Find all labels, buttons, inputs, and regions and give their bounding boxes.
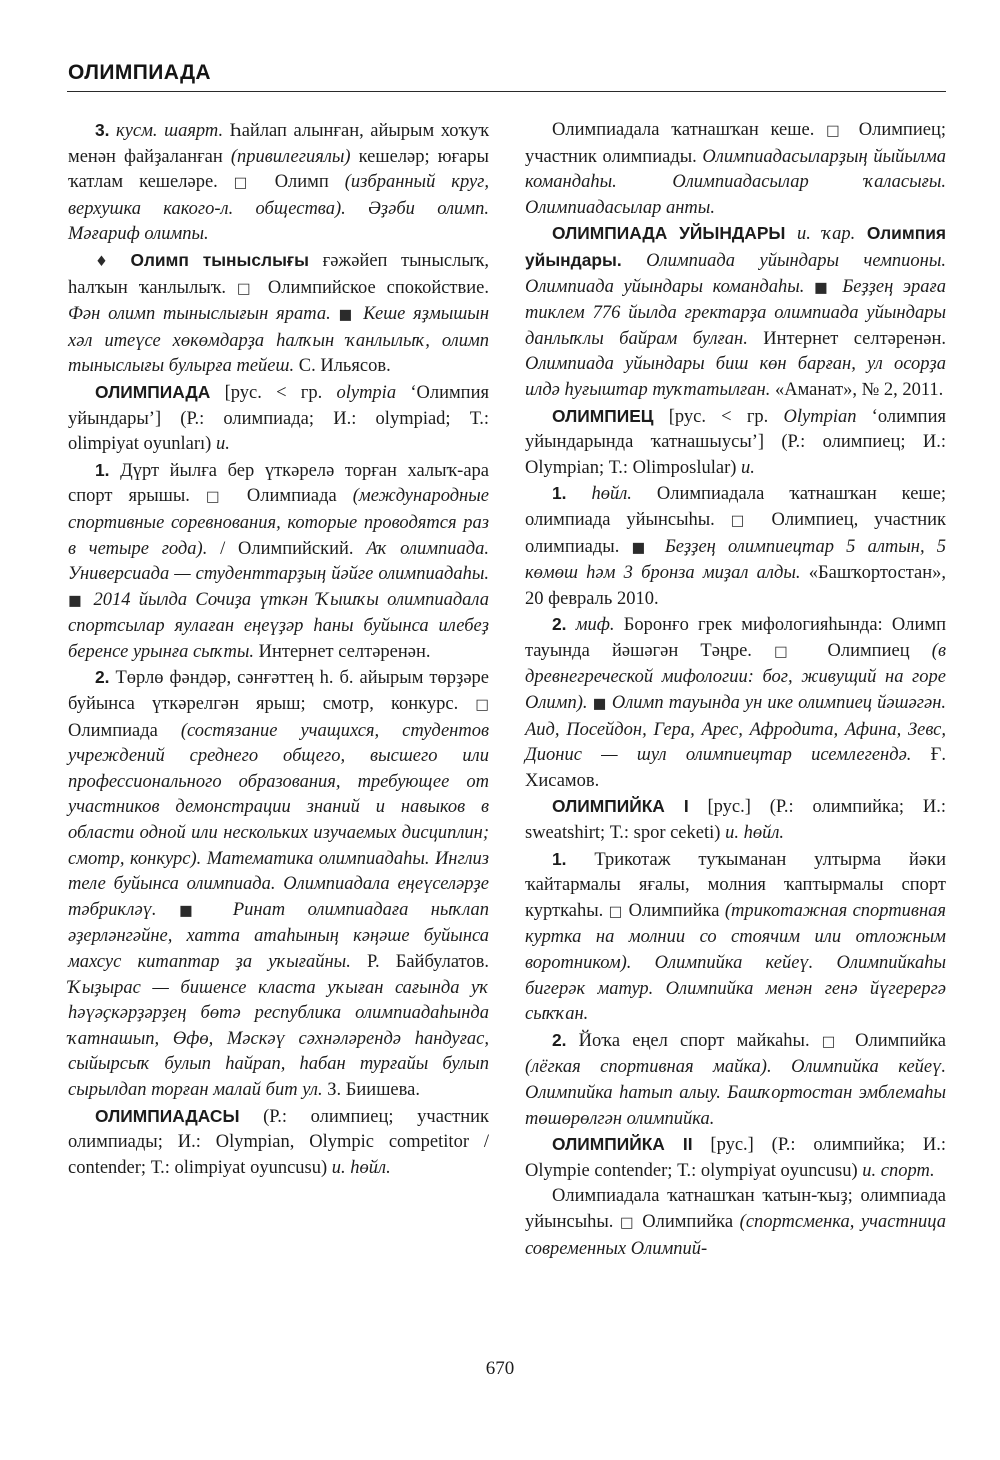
plain-text: Олимпийка	[635, 1211, 740, 1232]
italic-text: 2014 йылда Сочиҙа үткән Ҡышҡы олимпиадала спортсылар яулаған еңеүҙәр һаны буйынса илебеҙ беренсе урынға сыҡты.	[68, 589, 489, 662]
open-square-icon: □	[233, 175, 259, 192]
plain-text	[804, 277, 814, 297]
diamond-icon: ♦	[95, 253, 117, 270]
italic-text: (привилегиялы)	[230, 146, 351, 167]
dictionary-paragraph	[68, 380, 489, 458]
dictionary-paragraph	[68, 458, 489, 666]
plain-text: [рус. < гр.	[210, 382, 337, 403]
plain-text	[157, 900, 179, 920]
italic-text: Аҡ олимпиада. Универсиада — студенттарҙың йәйге олимпиадаһы.	[68, 538, 490, 585]
plain-text: Дүрт йылға бер үткәрелә торған халыҡ-ара спорт ярышы.	[68, 460, 489, 507]
plain-text: [рус.] (Р.: олимпийка; И.: Olympie contender; Т.: olympiyat oyuncusu)	[525, 1135, 946, 1181]
dictionary-paragraph	[525, 1184, 946, 1262]
plain-text: Трикотаж туҡыманан ултырма йәки ҡайтармалы яғалы, молния ҡаптырмалы спорт курткаһы.	[525, 849, 946, 921]
bold-text: ОЛИМПИАДА	[95, 381, 211, 402]
plain-text	[653, 537, 665, 557]
dictionary-paragraph	[525, 1132, 946, 1184]
dictionary-paragraph	[525, 404, 946, 482]
dictionary-paragraph	[525, 612, 946, 794]
plain-text: [рус.] (Р.: олимпийка; И.: sweatshirt; Т.: spor ceketi)	[525, 797, 946, 844]
italic-text: (избранный круг, верхушка какого-л. общества). Әҙәби олимп. Мәғариф олимпы.	[68, 172, 490, 245]
plain-text: Олимпиадала ҡатнашҡан ҡатын-ҡыҙ; олимпиада уйынсыһы.	[525, 1186, 946, 1232]
bold-text: 2.	[95, 667, 110, 688]
open-square-icon: □	[236, 280, 257, 297]
plain-text	[567, 484, 592, 504]
bold-text: Олимп тыныслығы	[130, 249, 310, 270]
dictionary-paragraph	[68, 1104, 489, 1182]
italic-text: и. ҡар.	[797, 224, 856, 245]
dictionary-paragraph	[525, 1028, 946, 1132]
plain-text	[833, 277, 843, 297]
bold-text: ОЛИМПИЙКА II	[552, 1134, 693, 1155]
bold-text: ОЛИМПИАДА УЙЫНДАРЫ	[552, 223, 786, 244]
plain-text: ‘олимпия уйындарында ҡатнашыусы’] (Р.: олимпиец; И.: Olympian; Т.: Olimposlular)	[525, 406, 946, 478]
plain-text	[117, 251, 131, 271]
plain-text: ғәжәйеп тыныслыҡ, һалҡын ҡанлылыҡ.	[68, 250, 489, 298]
filled-square-icon: ■	[68, 592, 86, 609]
plain-text: Олимпиадала ҡатнашҡан кеше.	[552, 120, 827, 140]
bold-text: 2.	[552, 1029, 567, 1050]
plain-text: Олимпиец; участник олимпиады.	[525, 120, 946, 167]
plain-text: Олимпиец	[805, 640, 932, 661]
dictionary-paragraph	[525, 118, 946, 221]
plain-text	[622, 251, 647, 271]
italic-text: һөйл.	[591, 484, 632, 505]
italic-text: Беҙҙең олимпиецтар 5 алтын, 5 көмөш һәм 3 бронза миҙал алды.	[525, 536, 947, 584]
page-number: 670	[485, 1358, 515, 1379]
italic-text: Ҡыҙырас — бишенсе класта уҡыған сағында уҡ һәүәҫкәрҙәрҙең бөтә республика олимпиадаһында ҡатнашып, Өфө, Мәскәү сәхнәләрендә һандуғас, сыйырсыҡ булып һайрап, һабан турғайы булып сырылдап торған малай бит ул.	[68, 977, 489, 1100]
italic-text: Олимпиада уйындары биш көн барған, ул осорҙа илдә һуғыштар туҡтатылған.	[525, 354, 946, 400]
bold-text: ОЛИМПИАДАСЫ	[95, 1105, 240, 1126]
italic-text: (лёгкая спортивная майка). Олимпийка кейеү. Олимпийка һатып алыу. Башҡортостан эмблемаһы төшөрөлгән олимпийка.	[525, 1057, 946, 1129]
filled-square-icon: ■	[592, 696, 607, 713]
italic-text: миф.	[575, 615, 615, 636]
bold-text: ОЛИМПИЕЦ	[552, 405, 654, 426]
plain-text: [рус. < гр.	[653, 406, 784, 427]
plain-text: Р. Байбулатов.	[350, 952, 489, 972]
italic-text: (трикотажная спортивная куртка на молнии со стоячим или отложным воротником). Олимпийка кейеү. Олимпийкаһы бигерәк матур. Олимпийка менән генә йүгерергә сыҡҡан.	[525, 900, 946, 1025]
plain-text: Олимпийка	[842, 1030, 946, 1051]
italic-text: olympia	[336, 382, 397, 403]
bold-text: 1.	[552, 483, 567, 504]
bold-text: Олимпия уйындары.	[525, 223, 947, 270]
italic-text: Ринат олимпиадаға ныҡлап әҙерләнгәйне, хатта атаһының кәңәше буйынса махсус китаптар ҙа уҡығайны.	[68, 899, 489, 972]
plain-text: Йоҡа еңел спорт майкаһы.	[566, 1030, 822, 1051]
filled-square-icon: ■	[631, 539, 653, 556]
bold-text: 2.	[552, 614, 567, 635]
plain-text: Ғ. Хисамов.	[525, 745, 946, 791]
right-column	[525, 118, 946, 1262]
open-square-icon: □	[205, 489, 231, 506]
italic-text: (состязание учащихся, студентов учреждений среднего общего, высшего или профессионального образования, требующее от участников демонстрации знаний и навыков в области одной или нескольких изучаемых дисциплин; смотр, конкурс). Математика олимпиадаһы. Инглиз теле буйынса олимпиада. Олимпиадала еңеүселәрҙе тәбрикләү.	[68, 720, 489, 920]
italic-text: и.	[215, 434, 230, 455]
italic-text: и. спорт.	[862, 1160, 935, 1181]
header-rule	[67, 91, 946, 92]
bold-text: 1.	[552, 848, 567, 869]
dictionary-paragraph	[68, 248, 489, 380]
plain-text: ‘Олимпия уйындары’] (Р.: олимпиада; И.: olympiad; Т.: olimpiyat oyunları)	[68, 382, 489, 455]
open-square-icon: □	[608, 903, 624, 920]
open-square-icon: □	[826, 123, 847, 139]
bold-text: 3.	[95, 120, 110, 140]
plain-text: «Башҡортостан», 20 февраль 2010.	[525, 563, 946, 609]
italic-text: и.	[741, 457, 755, 478]
dictionary-paragraph	[525, 221, 946, 403]
plain-text: Олимпиец, участник олимпиады.	[525, 509, 946, 557]
plain-text: Олимпиадала ҡатнашҡан кеше; олимпиада уйынсыһы.	[525, 484, 947, 530]
dictionary-paragraph	[68, 118, 489, 248]
plain-text: Төрлө фәндәр, сәнғәттең һ. б. айырым төрҙәре буйынса үткәрелгән ярыш; смотр, конкурс.	[68, 668, 489, 715]
plain-text: (Р.: олимпиец; участник олимпиады; И.: Olympian, Olympic competitor / contender; Т.: olimpiyat oyuncusu)	[68, 1106, 489, 1178]
plain-text: Олимпийское спокойствие.	[256, 277, 489, 298]
plain-text: / Олимпийский.	[207, 538, 367, 559]
plain-text: Олимпиада	[230, 486, 353, 507]
bold-text: 1.	[95, 459, 110, 480]
plain-text: Олимпийка	[623, 900, 725, 921]
italic-text: Олимпиада уйындары чемпионы. Олимпиада уйындары командаһы.	[525, 250, 946, 297]
plain-text: Интернет селтәренән.	[254, 641, 431, 662]
italic-text: (международные спортивные соревнования, которые проводятся раз в четыре года).	[68, 486, 489, 559]
open-square-icon: □	[821, 1033, 843, 1050]
plain-text: «Аманат», № 2, 2011.	[770, 379, 944, 400]
plain-text: Олимпиада	[68, 720, 181, 741]
plain-text: З. Биишева.	[322, 1079, 420, 1100]
filled-square-icon: ■	[338, 307, 356, 324]
open-square-icon: □	[774, 643, 806, 660]
plain-text: Олимп	[258, 172, 345, 193]
plain-text: кешеләр; юғары ҡатлам кешеләре.	[68, 146, 489, 193]
dictionary-paragraph	[525, 847, 946, 1028]
plain-text: Интернет селтәренән.	[747, 328, 946, 349]
italic-text: (в древнегреческой мифологии: бог, живущий на горе Олимп).	[525, 640, 946, 714]
plain-text	[355, 304, 363, 324]
plain-text: Боронғо грек мифологияһында: Олимп тауында йәшәгән Тәңре.	[525, 615, 946, 661]
plain-text	[785, 224, 797, 244]
filled-square-icon: ■	[814, 279, 833, 296]
italic-text: Беҙҙең эраға тиклем 776 йылда гректарҙа олимпиада уйындары данлыҡлы байрам булған.	[525, 276, 947, 349]
left-column	[68, 118, 489, 1181]
italic-text: Олимп тауында ун ике олимпиец йәшәгән. Аид, Посейдон, Гера, Арес, Афродита, Афина, Зевс, Дионис — шул олимпиецтар исемлегендә.	[525, 693, 947, 766]
plain-text: С. Ильясов.	[294, 356, 391, 377]
dictionary-paragraph	[68, 665, 489, 1103]
italic-text: и. һөйл.	[331, 1157, 391, 1178]
italic-text: (спортсменка, участница современных Олимпий-	[525, 1211, 946, 1259]
open-square-icon: □	[620, 1214, 636, 1231]
plain-text	[210, 900, 232, 920]
italic-text: Olympian	[783, 406, 857, 427]
plain-text	[567, 615, 576, 635]
italic-text: Кеше яҙмышын хәл итеүсе хөкөмдарҙа һалҡын ҡанлылыҡ, олимп тыныслығы булырға тейеш.	[68, 304, 490, 377]
bold-text: ОЛИМПИЙКА I	[552, 796, 689, 817]
plain-text	[855, 224, 867, 244]
open-square-icon: □	[475, 697, 489, 714]
italic-text: Олимпиадасыларҙың йыйылма командаһы. Олимпиадасылар ҡаласығы. Олимпиадасылар анты.	[525, 146, 946, 218]
italic-text: кусм. шаярт.	[116, 121, 224, 141]
running-head: ОЛИМПИАДА	[68, 61, 211, 84]
open-square-icon: □	[730, 512, 756, 529]
plain-text: Һайлап алынған, айырым хоҡуҡ менән файҙаланған	[68, 121, 489, 167]
italic-text: и. һөйл.	[725, 823, 785, 844]
plain-text	[331, 304, 339, 324]
dictionary-paragraph	[525, 794, 946, 846]
dictionary-paragraph	[525, 481, 946, 612]
filled-square-icon: ■	[178, 902, 211, 919]
italic-text: Фән олимп тыныслығын ярата.	[68, 304, 331, 325]
